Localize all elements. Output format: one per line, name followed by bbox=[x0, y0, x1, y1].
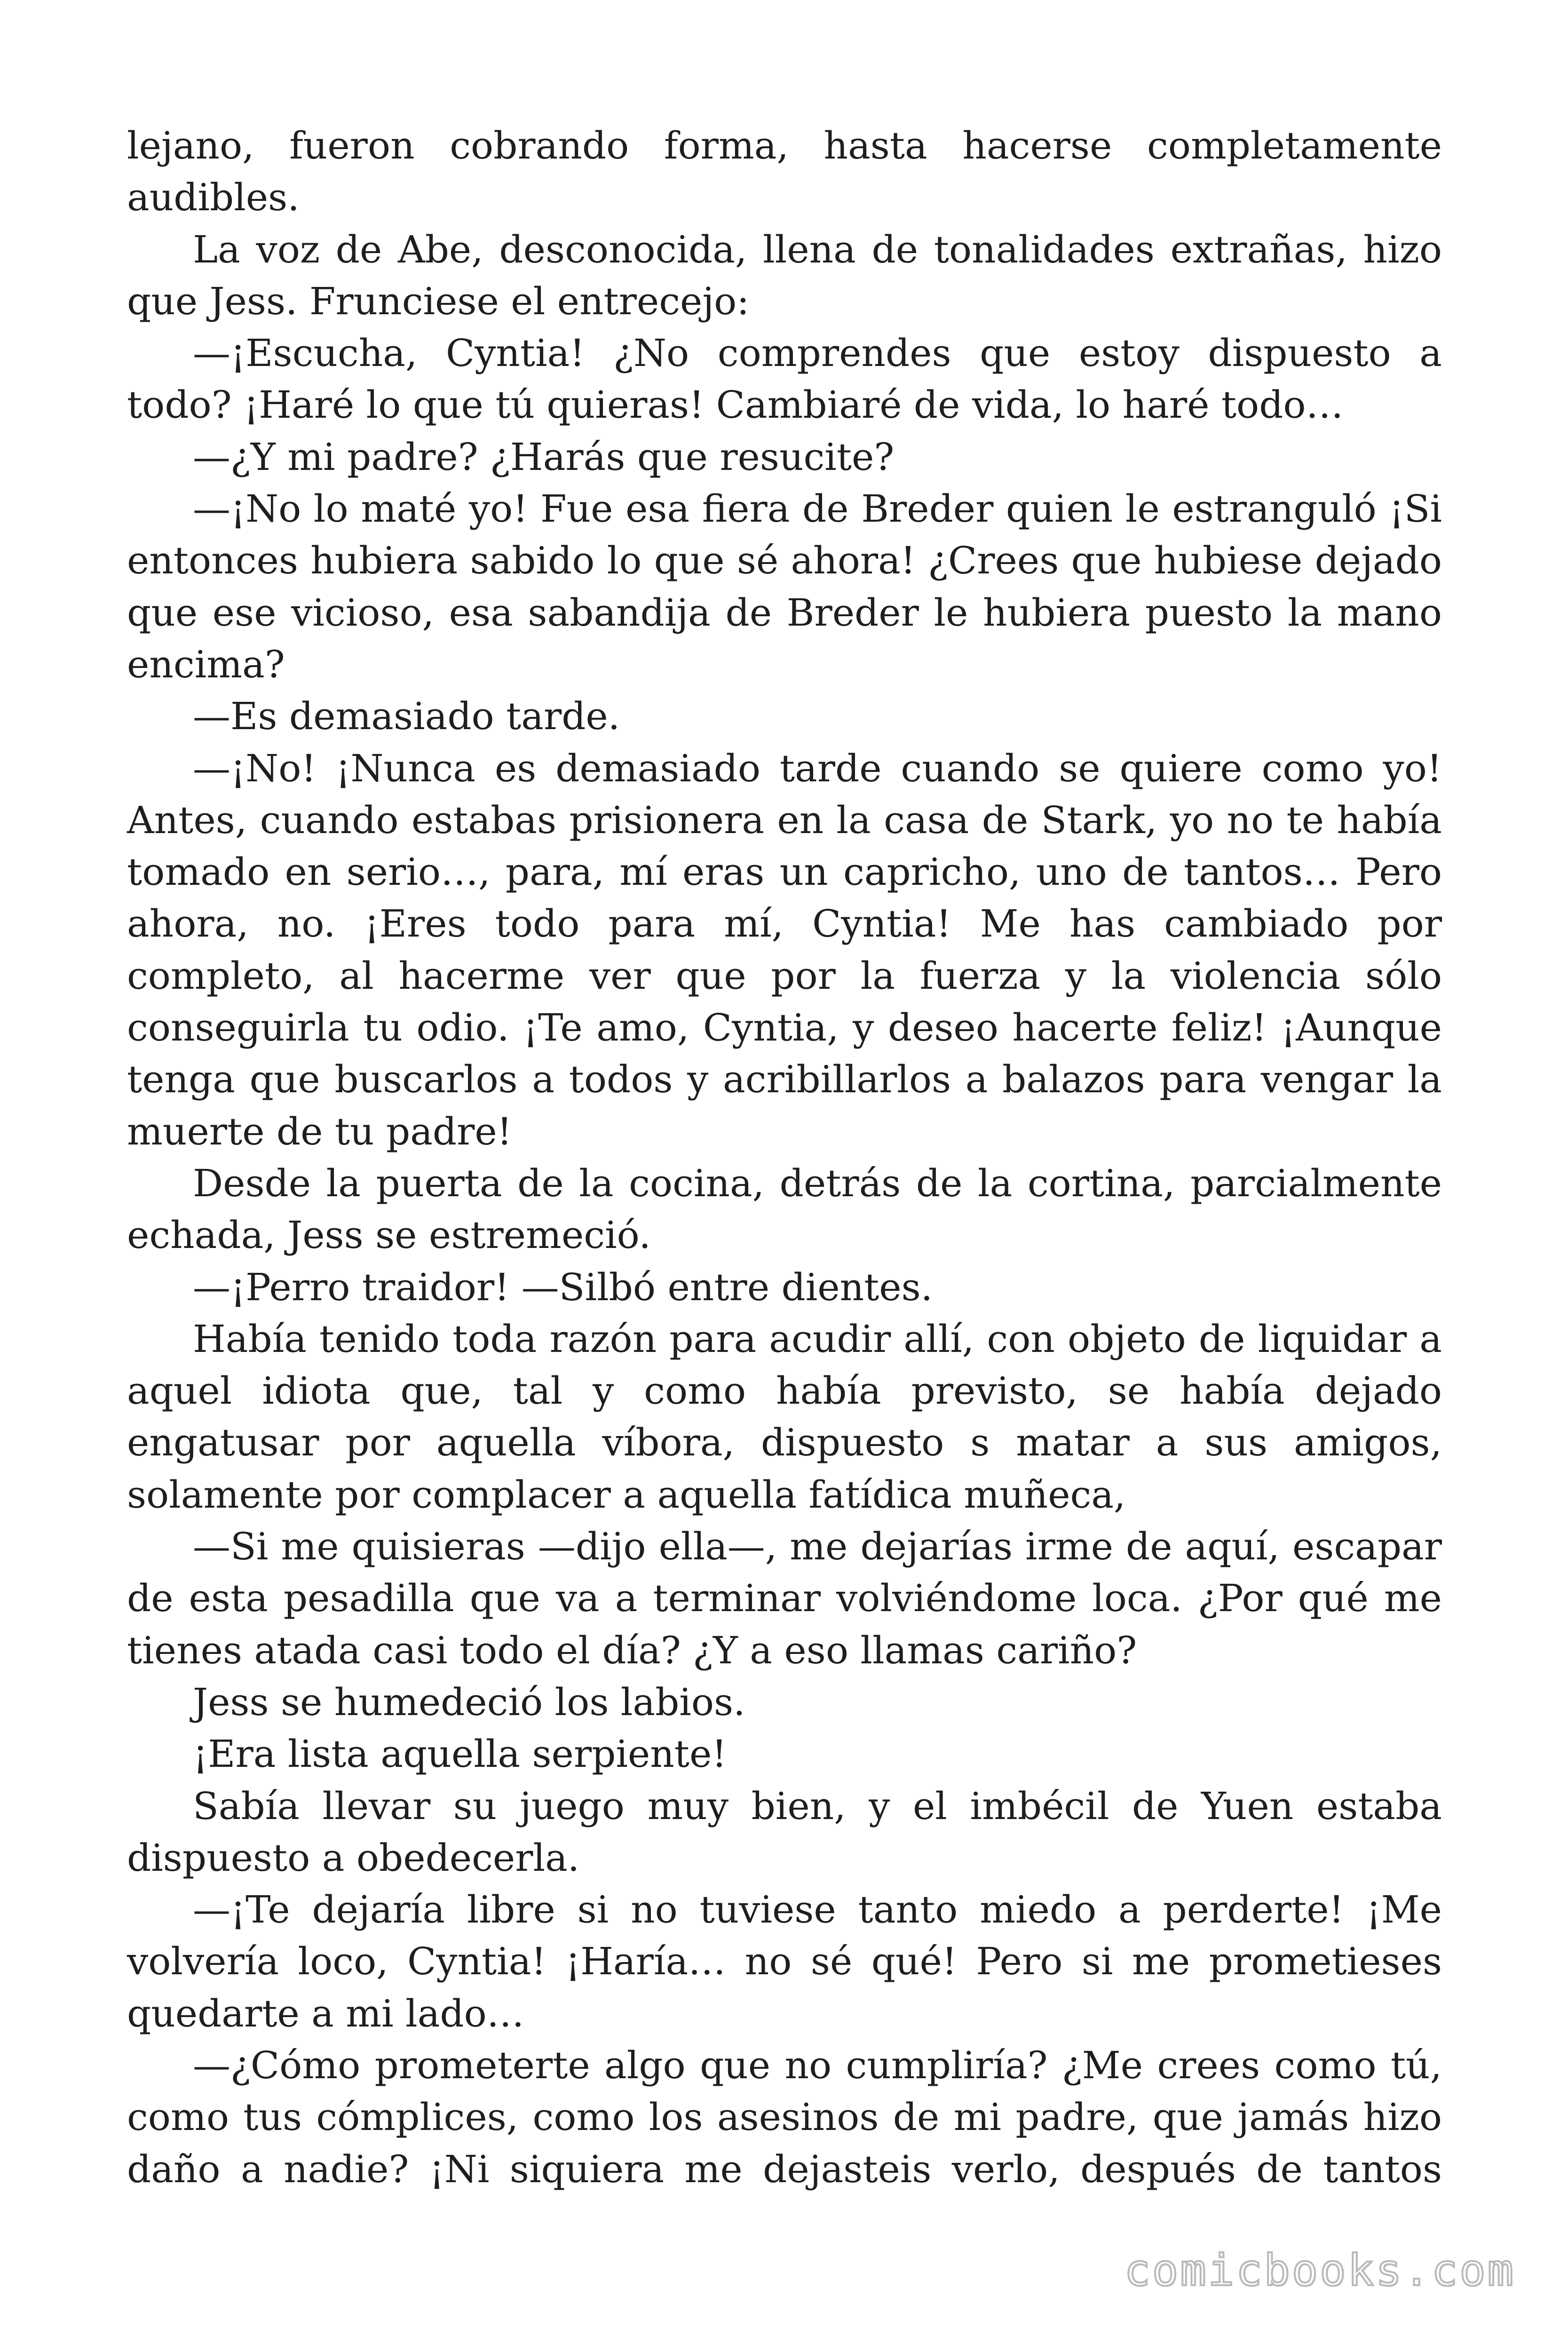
paragraph-10: Había tenido toda razón para acudir allí, con objeto de liquidar a aquel idiota que, tal y como había previsto, se había dejado engatusar por aquella víbora, dispuesto s matar a sus amigos, solamente por complacer a aquella fatídica muñeca, bbox=[127, 1317, 1442, 1517]
paragraph-13: ¡Era lista aquella serpiente! bbox=[193, 1732, 727, 1776]
paragraph-4: —¿Y mi padre? ¿Harás que resucite? bbox=[193, 435, 895, 479]
paragraph-14: Sabía llevar su juego muy bien, y el imbécil de Yuen estaba dispuesto a obedecerla. bbox=[127, 1784, 1442, 1880]
watermark-logo: comicbooks.com bbox=[1124, 2245, 1515, 2296]
paragraph-11: —Si me quisieras —dijo ella—, me dejarías irme de aquí, escapar de esta pesadilla que va a terminar volviéndome loca. ¿Por qué me tienes atada casi todo el día? ¿Y a eso llamas cariño? bbox=[127, 1525, 1442, 1672]
paragraph-1: lejano, fueron cobrando forma, hasta hacerse completamente audibles. bbox=[127, 124, 1442, 220]
page-body bbox=[127, 120, 1442, 2195]
paragraph-7: —¡No! ¡Nunca es demasiado tarde cuando se quiere como yo! Antes, cuando estabas prisionera en la casa de Stark, yo no te había tomado en serio…, para, mí eras un capricho, uno de tantos… Pero ahora, no. ¡Eres todo para mí, Cyntia! Me has cambiado por completo, al hacerme ver que por la fuerza y la violencia sólo conseguirla tu odio. ¡Te amo, Cyntia, y deseo hacerte feliz! ¡Aunque tenga que buscarlos a todos y acribillarlos a balazos para vengar la muerte de tu padre! bbox=[127, 746, 1442, 1153]
paragraph-3: —¡Escucha, Cyntia! ¿No comprendes que estoy dispuesto a todo? ¡Haré lo que tú quieras! Cambiaré de vida, lo haré todo… bbox=[127, 331, 1442, 427]
paragraph-2: La voz de Abe, desconocida, llena de tonalidades extrañas, hizo que Jess. Frunciese el entrecejo: bbox=[127, 227, 1442, 323]
paragraph-5: —¡No lo maté yo! Fue esa fiera de Breder quien le estranguló ¡Si entonces hubiera sabido lo que sé ahora! ¿Crees que hubiese dejado que ese vicioso, esa sabandija de Breder le hubiera puesto la mano encima? bbox=[127, 487, 1442, 686]
paragraph-9: —¡Perro traidor! —Silbó entre dientes. bbox=[193, 1265, 933, 1309]
paragraph-16: —¿Cómo prometerte algo que no cumpliría? ¿Me crees como tú, como tus cómplices, como los asesinos de mi padre, que jamás hizo daño a nadie? ¡Ni siquiera me dejasteis verlo, después de tantos bbox=[127, 2043, 1442, 2191]
paragraph-15: —¡Te dejaría libre si no tuviese tanto miedo a perderte! ¡Me volvería loco, Cyntia! ¡Haría… no sé qué! Pero si me prometieses quedarte a mi lado… bbox=[127, 1888, 1442, 2035]
paragraph-6: —Es demasiado tarde. bbox=[193, 694, 620, 739]
paragraph-8: Desde la puerta de la cocina, detrás de la cortina, parcialmente echada, Jess se estremeció. bbox=[127, 1161, 1442, 1257]
paragraph-12: Jess se humedeció los labios. bbox=[193, 1680, 745, 1724]
